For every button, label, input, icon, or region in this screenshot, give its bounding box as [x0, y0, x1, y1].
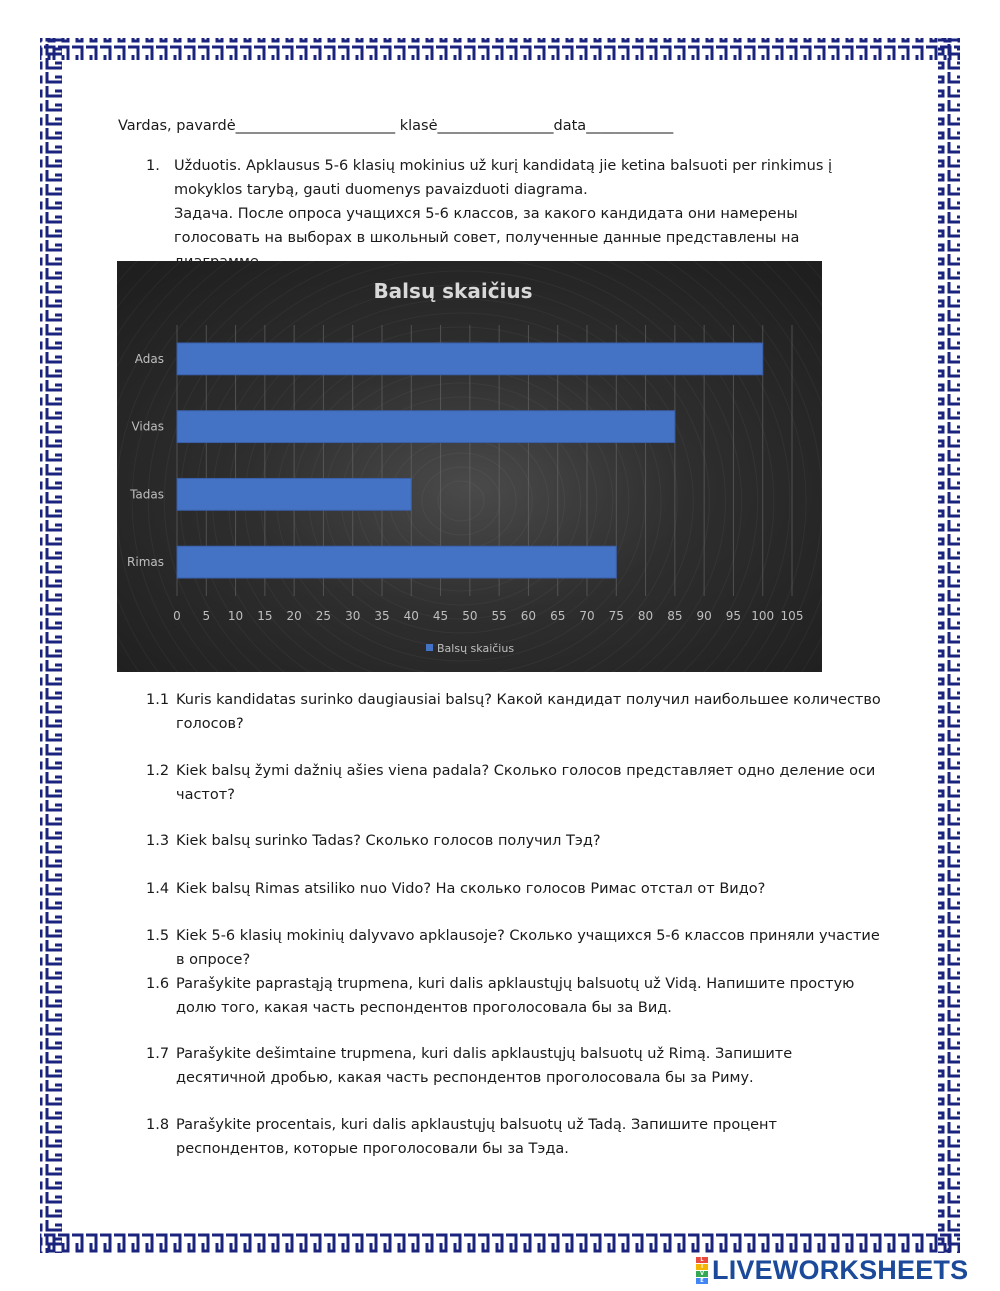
question-item [146, 1113, 886, 1161]
question-text: Parašykite procentais, kuri dalis apklaustųjų balsuotų už Tadą. Запишите процент респондентов, которые проголосовали бы за Тэда. [176, 1117, 777, 1157]
x-tick-label: 40 [403, 609, 419, 623]
question-number: 1.7 [146, 1046, 170, 1062]
question-item [146, 1042, 886, 1090]
question-item [146, 829, 886, 853]
question-text: Kiek balsų žymi dažnių ašies viena padala? Сколько голосов представляет одно деление оси частот? [176, 763, 876, 803]
x-tick-label: 105 [780, 609, 804, 623]
x-tick-label: 10 [227, 609, 244, 623]
bar-rimas [177, 546, 616, 578]
category-label: Tadas [130, 487, 164, 502]
question-item [146, 972, 886, 1020]
x-tick-label: 65 [550, 609, 566, 623]
x-tick-label: 15 [257, 609, 273, 623]
x-tick-label: 50 [462, 609, 478, 623]
liveworksheets-logo [696, 1255, 968, 1285]
name-class-date-line: Vardas, pavardė______________________ klasė________________data____________ [118, 118, 674, 134]
x-tick-label: 5 [202, 609, 211, 623]
bar-adas [177, 343, 763, 375]
question-number: 1.4 [146, 881, 170, 897]
question-text: Kiek balsų surinko Tadas? Сколько голосов получил Тэд? [176, 833, 601, 849]
x-tick-label: 35 [374, 609, 390, 623]
x-tick-label: 90 [696, 609, 712, 623]
bar-tadas [177, 478, 411, 510]
legend [426, 642, 514, 655]
question-number: 1.5 [146, 928, 170, 944]
x-tick-label: 80 [637, 609, 654, 623]
question-number: 1.6 [146, 976, 170, 992]
question-text: Kiek 5-6 klasių mokinių dalyvavo apklausoje? Сколько учащихся 5-6 классов приняли участие в опросе? [176, 928, 880, 968]
x-tick-label: 75 [608, 609, 624, 623]
x-tick-label: 60 [520, 609, 537, 623]
question-text: Parašykite paprastąją trupmena, kuri dalis apklaustųjų balsuotų už Vidą. Напишите простую долю того, какая часть респондентов проголосовала бы за Вид. [176, 976, 855, 1016]
task-text-ru: Задача. После опроса учащихся 5-6 классов, за какого кандидата они намерены голосовать на выборах в школьный совет, полученные данные представлены на [174, 206, 800, 246]
x-tick-label: 25 [315, 609, 332, 623]
liveworksheets-icon [696, 1257, 708, 1284]
brand-text: LIVEWORKSHEETS [712, 1254, 969, 1285]
x-tick-label: 30 [345, 609, 361, 623]
legend-swatch [426, 644, 433, 651]
legend-label: Balsų skaičius [437, 642, 515, 655]
category-label: Rimas [127, 555, 164, 570]
question-number: 1.1 [146, 692, 170, 708]
question-number: 1.8 [146, 1117, 170, 1133]
question-item [146, 924, 886, 972]
x-tick-label: 0 [173, 609, 181, 623]
question-item [146, 759, 886, 807]
chart-title: Balsų skaičius [373, 279, 533, 303]
logo-letter-block: V [696, 1271, 708, 1277]
question-item [146, 877, 886, 901]
category-label: Vidas [131, 419, 164, 434]
logo-letter-block: I [696, 1264, 708, 1270]
question-text: Parašykite dešimtaine trupmena, kuri dalis apklaustųjų balsuotų už Rimą. Запишите десятичной дробью, какая часть респондентов проголосовала бы за Риму. [176, 1046, 793, 1086]
question-item [146, 688, 886, 736]
category-label: Adas [134, 351, 164, 366]
bar-vidas [177, 411, 675, 443]
task-text-lt: Užduotis. Apklausus 5-6 klasių mokinius už kurį kandidatą jie ketina balsuoti per rinkimus į mokyklos tarybą, gauti duomenys pavaizduoti diagrama. [174, 158, 833, 198]
x-tick-label: 100 [751, 609, 775, 623]
question-text: Kuris kandidatas surinko daugiausiai balsų? Какой кандидат получил наибольшее количество голосов? [176, 692, 881, 732]
x-tick-label: 45 [432, 609, 449, 623]
task-1 [146, 154, 886, 274]
x-tick-label: 85 [667, 609, 683, 623]
task-number: 1. [146, 158, 160, 174]
x-tick-label: 70 [579, 609, 595, 623]
logo-letter-block: L [696, 1257, 708, 1263]
question-text: Kiek balsų Rimas atsiliko nuo Vido? На сколько голосов Римас отстал от Видо? [176, 881, 766, 897]
x-tick-label: 55 [491, 609, 507, 623]
bar-chart [117, 261, 822, 672]
question-number: 1.3 [146, 833, 170, 849]
question-number: 1.2 [146, 763, 170, 779]
x-tick-label: 20 [286, 609, 302, 623]
logo-letter-block: E [696, 1278, 708, 1284]
x-tick-label: 95 [725, 609, 742, 623]
